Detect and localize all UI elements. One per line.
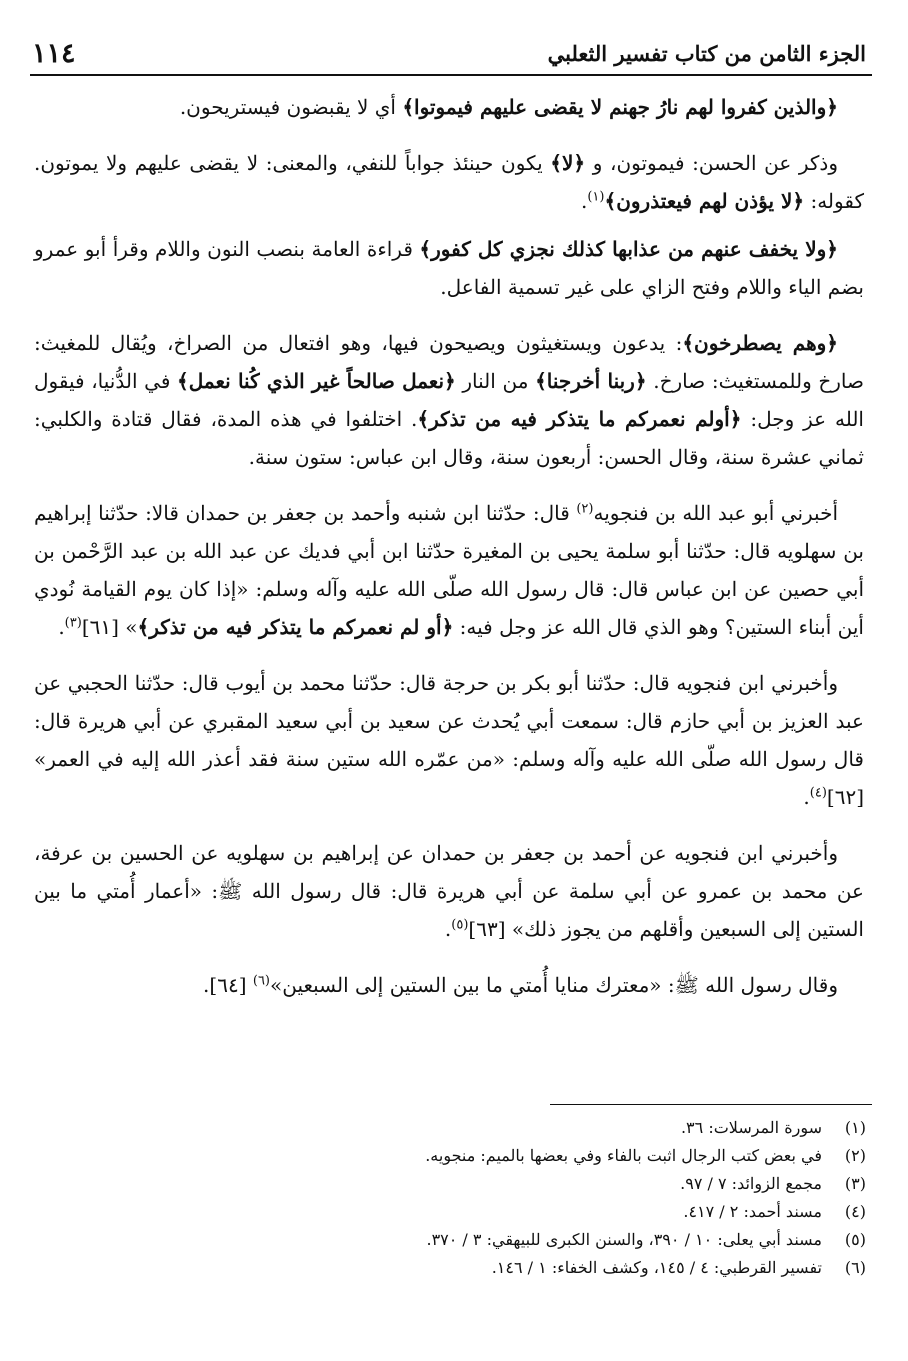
footnote-ref: (٦): [252, 973, 270, 989]
quran-quote: ﴿أو لم نعمركم ما يتذكر فيه من تذكر﴾: [137, 615, 454, 639]
paragraph: [34, 324, 864, 476]
text-run: : يدعون ويستغيثون ويصيحون فيها، وهو افتعال من الصراخ، ويُقال للمغيث: صارخ وللمستغيث: صارخ.: [34, 331, 865, 393]
footnote-text: في بعض كتب الرجال اثبت بالفاء وفي بعضها بالميم: منجويه.: [425, 1146, 822, 1165]
quran-quote: ﴿نعمل صالحاً غير الذي كُنا نعمل﴾: [177, 369, 456, 393]
footnote-item: [34, 1114, 866, 1142]
footnote-text: مسند أحمد: ٢ / ٤١٧.: [683, 1202, 822, 1221]
text-run: يكون حينئذ جواباً للنفي، والمعنى: لا يقضى عليهم ولا يموتون. كقوله:: [34, 151, 864, 213]
text-run: وأخبرني ابن فنجويه عن أحمد بن جعفر بن حمدان عن إبراهيم بن سهلويه عن الحسين بن عرفة، عن محمد بن عمرو عن أبي سلمة عن أبي هريرة قال: قال رسول الله ﷺ: «أعمار أُمتي ما بين الستين إلى السبعين وأقلهم من يجوز ذلك» [٦٣]: [34, 841, 864, 941]
text-run: .: [444, 917, 452, 941]
page-header: [32, 36, 866, 70]
text-run: قال: حدّثنا ابن شنبه وأحمد بن جعفر بن حمدان قالا: حدّثنا إبراهيم بن سهلويه قال: حدّثنا أبو سلمة يحيى بن المغيرة حدّثنا ابن أبي فديك عن عبد الله بن عبد الرَّحْمن بن أبي حصين عن ابن عباس قال: قال رسول الله صلّى الله عليه وآله وسلم: «إذا كان يوم القيامة نُودي أين أبناء الستين؟ وهو الذي قال الله عز وجل فيه:: [34, 501, 864, 639]
quran-quote: ﴿والذين كفروا لهم نارُ جهنم لا يقضى عليهم فيموتوا﴾: [402, 95, 838, 119]
text-run: وأخبرني ابن فنجويه قال: حدّثنا أبو بكر بن حرجة قال: حدّثنا محمد بن أيوب قال: حدّثنا الحجبي عن عبد العزيز بن أبي حازم قال: سمعت أبي يُحدث عن سعيد بن أبي سعيد المقبري عن أبي هريرة قال: قال رسول الله صلّى الله عليه وآله وسلم: «من عمّره الله ستين سنة فقد أعذر الله إليه في العمر» [٦٢]: [34, 671, 864, 809]
footnote-number: (١): [844, 1118, 866, 1137]
quran-quote: ﴿وهم يصطرخون﴾: [682, 331, 838, 355]
footnote-number: (٢): [844, 1146, 866, 1165]
text-run: [٦٤].: [203, 973, 253, 997]
footnote-ref: (١): [587, 189, 605, 205]
text-run: من النار: [455, 369, 536, 393]
page-number: ١١٤: [32, 37, 76, 69]
text-run: وذكر عن الحسن: فيموتون، و: [585, 151, 838, 175]
text-run: أي لا يقبضون فيستريحون.: [179, 95, 403, 119]
text-run: قراءة العامة بنصب النون واللام وقرأ أبو عمرو بضم الياء واللام وفتح الزاي على غير تسمية الفاعل.: [34, 237, 864, 299]
paragraph: [34, 144, 864, 220]
text-run: » [٦١]: [81, 615, 138, 639]
paragraph: [34, 230, 864, 306]
footnote-number: (٦): [844, 1258, 866, 1277]
footnote-number: (٣): [844, 1174, 866, 1193]
header-rule: [30, 74, 872, 76]
paragraph: [34, 664, 864, 816]
quran-quote: ﴿ربنا أخرجنا﴾: [535, 369, 647, 393]
paragraph: [34, 494, 864, 646]
text-run: أخبرني أبو عبد الله بن فنجويه: [593, 501, 838, 525]
footnote-text: تفسير القرطبي: ٤ / ١٤٥، وكشف الخفاء: ١ / ١٤٦.: [491, 1258, 822, 1277]
footnote-text: مسند أبي يعلى: ١٠ / ٣٩٠، والسنن الكبرى للبيهقي: ٣ / ٣٧٠.: [426, 1230, 822, 1249]
footnote-ref: (٤): [809, 785, 827, 801]
footnotes: [34, 1114, 866, 1282]
text-run: .: [580, 189, 588, 213]
footnote-item: [34, 1226, 866, 1254]
paragraph: [34, 834, 864, 948]
footnote-ref: (٢): [576, 501, 594, 517]
footnote-item: [34, 1198, 866, 1226]
quran-quote: ﴿لا﴾: [550, 151, 586, 175]
text-run: .: [803, 785, 810, 809]
footnote-number: (٤): [844, 1202, 866, 1221]
footnote-item: [34, 1142, 866, 1170]
text-run: . اختلفوا في هذه المدة، فقال قتادة والكلبي: ثماني عشرة سنة، وقال الحسن: أربعون سنة، وقال ابن عباس: ستون سنة.: [34, 407, 864, 469]
text-run: في الدُّنيا، فيقول الله عز وجل:: [34, 369, 864, 431]
running-title: الجزء الثامن من كتاب تفسير الثعلبي: [547, 40, 866, 66]
text-run: .: [58, 615, 65, 639]
footnote-ref: (٣): [64, 615, 82, 631]
quran-quote: ﴿ولا يخفف عنهم من عذابها كذلك نجزي كل كفور﴾: [419, 237, 838, 261]
footnote-item: [34, 1170, 866, 1198]
footnote-number: (٥): [844, 1230, 866, 1249]
footnote-item: [34, 1254, 866, 1282]
body-text: [34, 88, 864, 1014]
footnote-text: مجمع الزوائد: ٧ / ٩٧.: [680, 1174, 822, 1193]
paragraph: [34, 88, 864, 126]
quran-quote: ﴿أولم نعمركم ما يتذكر فيه من تذكر﴾: [417, 407, 742, 431]
text-run: وقال رسول الله ﷺ: «معترك منايا أُمتي ما بين الستين إلى السبعين»: [270, 973, 838, 997]
paragraph: [34, 966, 864, 1004]
quran-quote: ﴿لا يؤذن لهم فيعتذرون﴾: [604, 189, 805, 213]
footnote-rule: [550, 1104, 872, 1105]
footnote-ref: (٥): [451, 917, 469, 933]
footnote-text: سورة المرسلات: ٣٦.: [680, 1118, 822, 1137]
